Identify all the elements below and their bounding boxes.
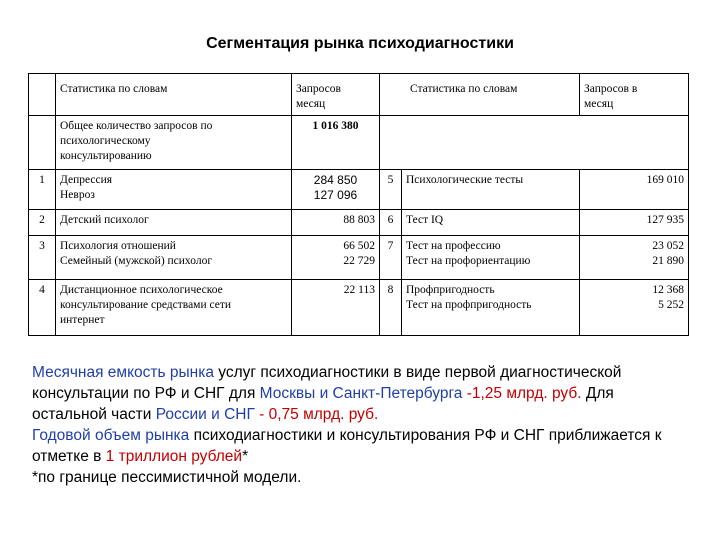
row-left-value: 284 850 127 096 — [292, 170, 380, 210]
table-row — [29, 170, 689, 210]
row-left-label: Депрессия Невроз — [56, 170, 292, 210]
summary-text: услуг психодиагностики в виде первой диагностической консультации по РФ и СНГ для — [32, 364, 622, 402]
row-number: 3 — [29, 236, 56, 280]
total-empty-cell — [380, 116, 689, 170]
row-right-number: 6 — [380, 210, 402, 236]
total-label: Общее количество запросов по психологическому консультированию — [56, 116, 292, 170]
header-requests-right: Запросов в месяц — [580, 74, 689, 116]
row-right-label: Психологические тесты — [402, 170, 580, 210]
row-left-value: 66 502 22 729 — [292, 236, 380, 280]
row-right-value: 12 368 5 252 — [580, 280, 689, 336]
summary-text: Для остальной части — [32, 385, 614, 423]
table-row — [29, 236, 689, 280]
row-left-label: Дистанционное психологическое консультирование средствами сети интернет — [56, 280, 292, 336]
total-value: 1 016 380 — [292, 116, 380, 170]
footnote-text: *по границе пессимистичной модели. — [32, 469, 302, 486]
row-right-value: 23 052 21 890 — [580, 236, 689, 280]
row-number: 4 — [29, 280, 56, 336]
row-number: 2 — [29, 210, 56, 236]
row-left-label: Психология отношений Семейный (мужской) психолог — [56, 236, 292, 280]
row-right-label: Тест IQ — [402, 210, 580, 236]
row-right-value: 127 935 — [580, 210, 689, 236]
trillion-amount: 1 триллион рублей — [105, 448, 243, 465]
row-right-number: 5 — [380, 170, 402, 210]
row-right-label: Профпригодность Тест на профпригодность — [402, 280, 580, 336]
stats-table — [28, 73, 689, 336]
russia-cis-amount: - 0,75 млрд. руб. — [254, 406, 379, 423]
row-right-number: 8 — [380, 280, 402, 336]
summary-text: психодиагностики и консультирования РФ и СНГ приближается к отметке в — [32, 427, 662, 465]
table-row — [29, 210, 689, 236]
row-right-value: 169 010 — [580, 170, 689, 210]
table-header-row — [29, 74, 689, 116]
total-row — [29, 116, 689, 170]
annual-volume-phrase: Годовой объем рынка — [32, 427, 190, 444]
header-num-cell — [29, 74, 56, 116]
row-right-number: 7 — [380, 236, 402, 280]
moscow-spb-amount: -1,25 млрд. руб. — [462, 385, 582, 402]
monthly-capacity-phrase: Месячная емкость рынка — [32, 364, 214, 381]
russia-cis-phrase: России и СНГ — [155, 406, 255, 423]
row-left-value: 88 803 — [292, 210, 380, 236]
page-title: Сегментация рынка психодиагностики — [206, 35, 514, 52]
header-stat-left: Статистика по словам — [56, 74, 292, 116]
table-row — [29, 280, 689, 336]
footnote-mark: * — [242, 448, 249, 465]
row-number: 1 — [29, 170, 56, 210]
moscow-spb-phrase: Москвы и Санкт-Петербурга — [259, 385, 463, 402]
row-left-value: 22 113 — [292, 280, 380, 336]
total-num-cell — [29, 116, 56, 170]
row-right-label: Тест на профессию Тест на профориентацию — [402, 236, 580, 280]
header-requests-left: Запросов месяц — [292, 74, 380, 116]
row-left-label: Детский психолог — [56, 210, 292, 236]
header-stat-right: Статистика по словам — [380, 74, 580, 116]
summary-paragraph — [32, 362, 692, 488]
